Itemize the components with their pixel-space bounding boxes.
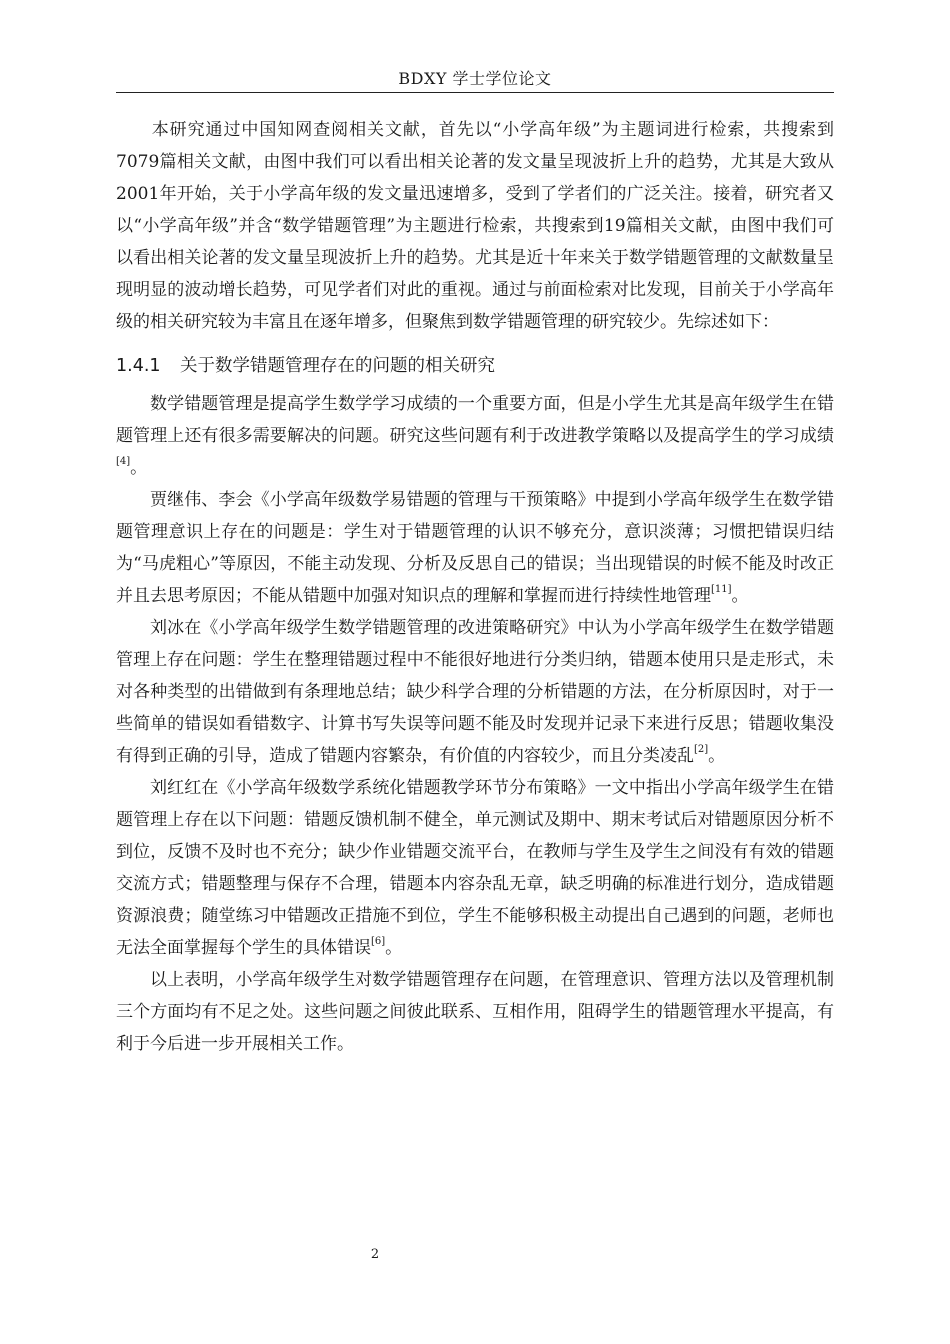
paragraph-text: 刘冰在《小学高年级学生数学错题管理的改进策略研究》中认为小学高年级学生在数学错题管理上存在问题：学生在整理错题过程中不能很好地进行分类归纳，错题本使用只是走形式，未对各种类型的出错做到有条理地总结；缺少科学合理的分析错题的方法，在分析原因时，对于一些简单的错误如看错数字、计算书写失误等问题不能及时发现并记录下来进行反思；错题收集没有得到正确的引导，造成了错题内容繁杂，有价值的内容较少，而且分类凌乱: [116, 618, 834, 766]
paragraph-text: 以上表明，小学高年级学生对数学错题管理存在问题，在管理意识、管理方法以及管理机制三个方面均有不足之处。这些问题之间彼此联系、互相作用，阻碍学生的错题管理水平提高，有利于今后进一步开展相关工作。: [116, 970, 834, 1054]
citation-marker: [11]: [711, 584, 732, 596]
paragraph-end: 。: [731, 586, 749, 606]
body-paragraph-5: [116, 964, 834, 1060]
body-paragraph-4: [116, 772, 834, 964]
section-heading: [116, 352, 834, 380]
paragraph-end: 。: [708, 746, 726, 766]
paragraph-end: 。: [130, 458, 148, 478]
citation-marker: [4]: [116, 456, 131, 468]
body-paragraph-2: [116, 484, 834, 612]
header-divider: [116, 92, 834, 93]
paragraph-end: 。: [385, 938, 403, 958]
paragraph-text: 数学错题管理是提高学生数学学习成绩的一个重要方面，但是小学生尤其是高年级学生在错题管理上还有很多需要解决的问题。研究这些问题有利于改进教学策略以及提高学生的学习成绩: [116, 394, 834, 446]
citation-marker: [6]: [371, 936, 386, 948]
body-paragraph-3: [116, 612, 834, 772]
citation-marker: [2]: [694, 744, 709, 756]
paragraph-text: 刘红红在《小学高年级数学系统化错题教学环节分布策略》一文中指出小学高年级学生在错题管理上存在以下问题：错题反馈机制不健全，单元测试及期中、期末考试后对错题原因分析不到位，反馈不及时也不充分；缺少作业错题交流平台，在教师与学生及学生之间没有有效的错题交流方式；错题整理与保存不合理，错题本内容杂乱无章，缺乏明确的标准进行划分，造成错题资源浪费；随堂练习中错题改正措施不到位，学生不能够积极主动提出自己遇到的问题，老师也无法全面掌握每个学生的具体错误: [116, 778, 834, 958]
page-header: BDXY 学士学位论文: [398, 69, 552, 88]
section-number: 1.4.1: [116, 356, 161, 376]
page-number: 2: [370, 1247, 380, 1262]
paragraph-text: 贾继伟、李会《小学高年级数学易错题的管理与干预策略》中提到小学高年级学生在数学错题管理意识上存在的问题是：学生对于错题管理的认识不够充分，意识淡薄；习惯把错误归结为“马虎粗心”等原因，不能主动发现、分析及反思自己的错误；当出现错误的时候不能及时改正并且去思考原因；不能从错题中加强对知识点的理解和掌握而进行持续性地管理: [116, 490, 834, 606]
section-title: 关于数学错题管理存在的问题的相关研究: [180, 356, 495, 376]
intro-paragraph: 本研究通过中国知网查阅相关文献，首先以“小学高年级”为主题词进行检索，共搜索到7079篇相关文献，由图中我们可以看出相关论著的发文量呈现波折上升的趋势，尤其是大致从2001年开始，关于小学高年级的发文量迅速增多，受到了学者们的广泛关注。接着，研究者又以“小学高年级”并含“数学错题管理”为主题进行检索，共搜索到19篇相关文献，由图中我们可以看出相关论著的发文量呈现波折上升的趋势。尤其是近十年来关于数学错题管理的文献数量呈现明显的波动增长趋势，可见学者们对此的重视。通过与前面检索对比发现，目前关于小学高年级的相关研究较为丰富且在逐年增多，但聚焦到数学错题管理的研究较少。先综述如下：: [116, 120, 834, 332]
document-body: [116, 114, 834, 1060]
body-paragraph-1: [116, 388, 834, 484]
